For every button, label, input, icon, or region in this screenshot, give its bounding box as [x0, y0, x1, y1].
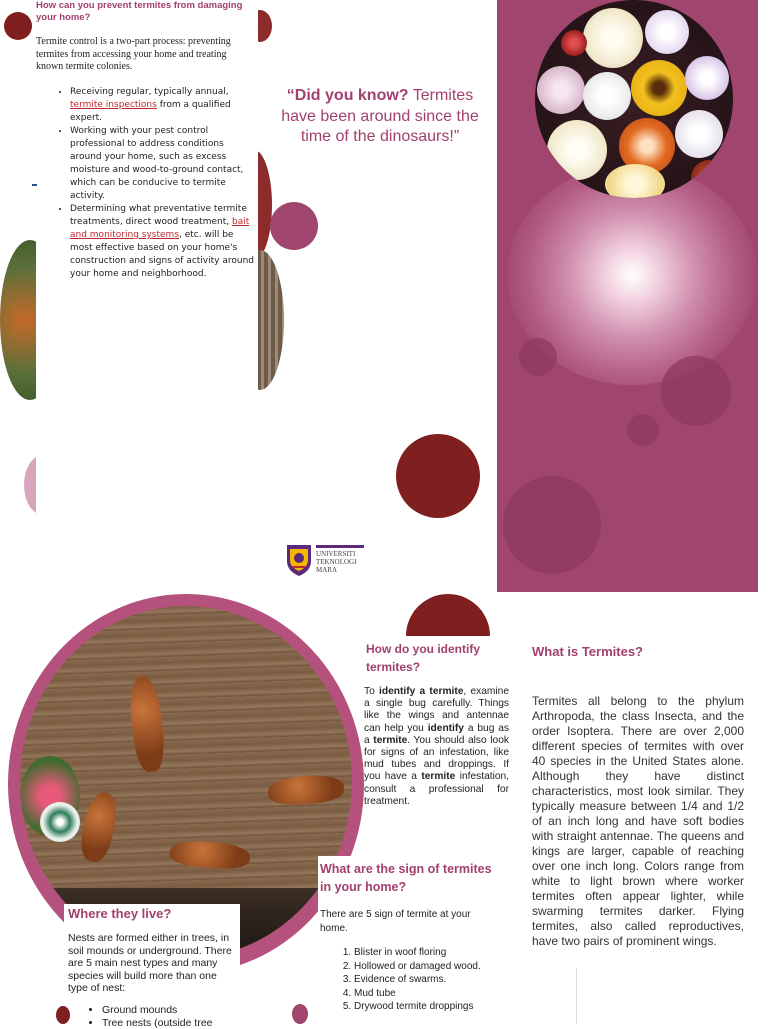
nest-item-1: • Ground mounds [102, 1004, 244, 1017]
fold-line [576, 968, 577, 1024]
prevent-list [36, 86, 258, 281]
sign-item-2: 2. Hollowed or damaged wood. [354, 960, 496, 974]
decor-circle-small-bottom-left [56, 1006, 70, 1024]
where-they-live-title: Where they live? [68, 906, 172, 921]
decor-bubble-2 [661, 356, 731, 426]
what-is-termites-title: What is Termites? [532, 644, 644, 659]
logo-line-3: MARA [316, 566, 338, 574]
did-you-know-quote [272, 86, 488, 148]
prevent-item-2: • Working with your pest control professional to address conditions around your home, such as excess moisture and wood-to-ground contact, which can be conducive to termite activity. [70, 125, 258, 203]
logo-line-2: TEKNOLOGI [316, 558, 357, 566]
magenta-panel [497, 0, 758, 592]
prevent-item-3-tail: , etc. will be most effective based on your home's construction and signs of activity around your home and neighborhood. [70, 230, 254, 279]
signs-intro: There are 5 sign of termite at your home. [320, 909, 471, 934]
decor-bubble-1 [519, 338, 557, 376]
termite-inspections-link[interactable]: termite inspections [70, 100, 157, 110]
where-they-live-card [64, 904, 240, 1029]
prevent-item-1 [70, 86, 258, 125]
prevent-card [36, 0, 258, 560]
sign-item-5: 5. Drywood termite droppings [354, 1000, 496, 1014]
termite-2 [77, 790, 121, 865]
termite-1 [127, 675, 167, 774]
termite-4 [169, 839, 251, 871]
prevent-item-1-text: Receiving regular, typically annual, [70, 87, 229, 97]
nest-item-2: • Tree nests (outside tree [102, 1017, 244, 1029]
decor-circle-maroon-large [396, 434, 480, 518]
uitm-logo [285, 543, 369, 579]
logo-line-1: UNIVERSITI [316, 550, 356, 558]
decor-circle-maroon-topleft [4, 12, 32, 40]
decor-circle-small-bottom-mid [292, 1004, 308, 1024]
signs-title: What are the sign of termites in your home? [320, 862, 492, 894]
prevent-intro: Termite control is a two-part process: preventing termites from accessing your home and treating known termite colonies. [36, 36, 231, 72]
prevent-item-3 [70, 203, 258, 281]
bait-monitoring-link[interactable]: bait and monitoring systems [70, 217, 250, 240]
sign-item-4: 4. Mud tube [354, 987, 496, 1001]
prevent-title: How can you prevent termites from damaging your home? [36, 0, 243, 23]
flowers-photo-circle [535, 0, 733, 198]
bullet-dash-marker [32, 184, 37, 186]
prevent-item-1-tail: from a qualified expert. [70, 100, 231, 123]
sign-item-3: 3. Evidence of swarms. [354, 973, 496, 987]
quote-text: Termites have been around since the time of the dinosaurs!” [281, 87, 479, 145]
uitm-crest-icon [285, 543, 313, 577]
decor-circle-magenta-small [270, 202, 318, 250]
sign-item-1: 1. Blister in woof floring [354, 946, 496, 960]
nest-type-list [68, 1004, 244, 1029]
identify-card [364, 636, 512, 836]
quote-lead: “Did you know? [286, 87, 409, 104]
identify-text: To identify a termite, examine a single bug carefully. Things like the wings and antennae can help you identify a bug as a termite. You should also look for signs of an infestation, like mud tubes and droppings. If you have a termite infestation, consult a professional for treatment. [364, 686, 509, 807]
termite-3 [267, 773, 345, 806]
signs-list [320, 946, 496, 1014]
decor-bubble-3 [627, 414, 659, 446]
signs-card [318, 856, 498, 1024]
where-they-live-text: Nests are formed either in trees, in soil mounds or underground. There are 5 main nest types and many species will build more than one type of nest: [68, 932, 232, 995]
decor-bubble-4 [503, 476, 601, 574]
what-is-termites-text: Termites all belong to the phylum Arthropoda, the class Insecta, and the order Isoptera. There are over 2,000 different species of termites with over 40 species in the United States alone. Although they have distinct characteristics, most look similar. They typically measure between 1/4 and 1/2 of an inch long and have soft bodies with straight antennae. The queens and kings are larger, capable of reaching over one inch long. Colors range from white to light brown where worker termites often appear lighter, while swarming termites darker. Flying termites, also called reproductives, have two pairs of prominent wings. [532, 694, 744, 948]
identify-title: How do you identify termites? [366, 642, 480, 674]
prevent-item-3-text: Determining what preventative termite treatments, direct wood treatment, [70, 204, 247, 227]
